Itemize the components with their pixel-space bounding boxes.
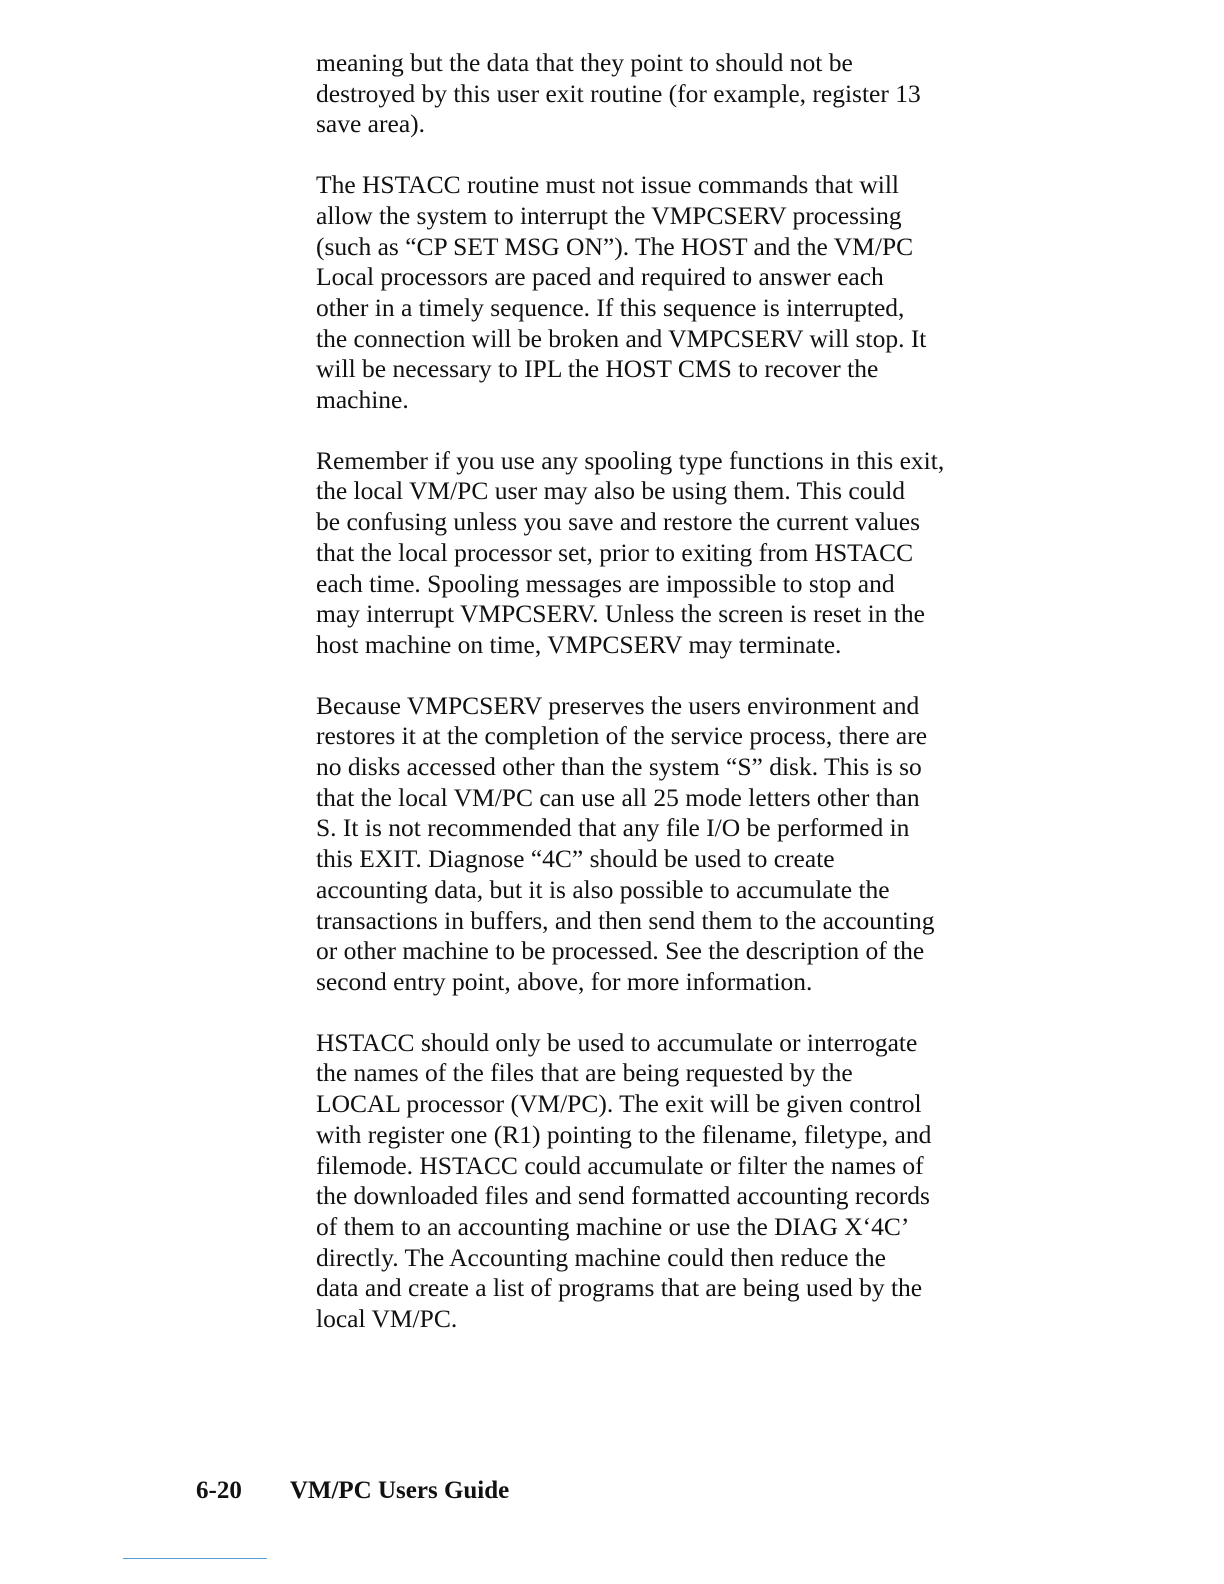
text-line: filemode. HSTACC could accumulate or filter the names of bbox=[316, 1150, 924, 1180]
paragraph-hstacc-commands bbox=[316, 170, 1006, 416]
paragraph-spooling bbox=[316, 446, 1006, 661]
page-number: 6-20 bbox=[196, 1477, 242, 1504]
body-text bbox=[316, 48, 1006, 1365]
text-line: machine. bbox=[316, 385, 409, 415]
text-line: may interrupt VMPCSERV. Unless the screen is reset in the bbox=[316, 599, 925, 629]
text-line: or other machine to be processed. See the description of the bbox=[316, 936, 925, 966]
text-line: directly. The Accounting machine could then reduce the bbox=[316, 1242, 887, 1272]
text-line: transactions in buffers, and then send them to the accounting bbox=[316, 905, 935, 935]
text-line: Local processors are paced and required to answer each bbox=[316, 262, 884, 292]
text-line: of them to an accounting machine or use the DIAG X‘4C’ bbox=[316, 1211, 910, 1241]
text-line: second entry point, above, for more information. bbox=[316, 966, 813, 996]
text-line: will be necessary to IPL the HOST CMS to recover the bbox=[316, 354, 879, 384]
text-line: data and create a list of programs that are being used by the bbox=[316, 1273, 923, 1303]
text-line: (such as “CP SET MSG ON”). The HOST and the VM/PC bbox=[316, 231, 914, 261]
text-line: accounting data, but it is also possible to accumulate the bbox=[316, 874, 890, 904]
text-line: the downloaded files and send formatted accounting records bbox=[316, 1181, 930, 1211]
text-line: the local VM/PC user may also be using them. This could bbox=[316, 476, 906, 506]
text-line: this EXIT. Diagnose “4C” should be used to create bbox=[316, 844, 835, 874]
text-line: Because VMPCSERV preserves the users environment and bbox=[316, 690, 920, 720]
text-line: Remember if you use any spooling type functions in this exit, bbox=[316, 445, 945, 475]
text-line: other in a timely sequence. If this sequence is interrupted, bbox=[316, 292, 905, 322]
text-line: save area). bbox=[316, 109, 425, 139]
text-line: local VM/PC. bbox=[316, 1304, 458, 1334]
text-line: each time. Spooling messages are impossible to stop and bbox=[316, 568, 895, 598]
text-line: HSTACC should only be used to accumulate or interrogate bbox=[316, 1027, 918, 1057]
text-line: no disks accessed other than the system “S” disk. This is so bbox=[316, 752, 922, 782]
text-line: restores it at the completion of the service process, there are bbox=[316, 721, 928, 751]
text-line: be confusing unless you save and restore the current values bbox=[316, 507, 921, 537]
text-line: LOCAL processor (VM/PC). The exit will be given control bbox=[316, 1089, 922, 1119]
text-line: destroyed by this user exit routine (for example, register 13 bbox=[316, 78, 921, 108]
paragraph-hstacc-usage bbox=[316, 1028, 1006, 1335]
text-line: with register one (R1) pointing to the filename, filetype, and bbox=[316, 1119, 932, 1149]
paragraph-register-note bbox=[316, 48, 1006, 140]
text-line: the connection will be broken and VMPCSERV will stop. It bbox=[316, 323, 927, 353]
text-line: that the local processor set, prior to exiting from HSTACC bbox=[316, 537, 914, 567]
page-footer bbox=[196, 1474, 509, 1508]
text-line: The HSTACC routine must not issue commands that will bbox=[316, 170, 900, 200]
text-line: host machine on time, VMPCSERV may terminate. bbox=[316, 629, 842, 659]
text-line: allow the system to interrupt the VMPCSERV processing bbox=[316, 200, 902, 230]
text-line: that the local VM/PC can use all 25 mode letters other than bbox=[316, 782, 920, 812]
text-line: S. It is not recommended that any file I/O be performed in bbox=[316, 813, 910, 843]
paragraph-environment bbox=[316, 691, 1006, 998]
footer-rule bbox=[123, 1558, 267, 1559]
footer-title: VM/PC Users Guide bbox=[289, 1477, 510, 1504]
text-line: meaning but the data that they point to should not be bbox=[316, 48, 853, 77]
text-line: the names of the files that are being requested by the bbox=[316, 1058, 853, 1088]
